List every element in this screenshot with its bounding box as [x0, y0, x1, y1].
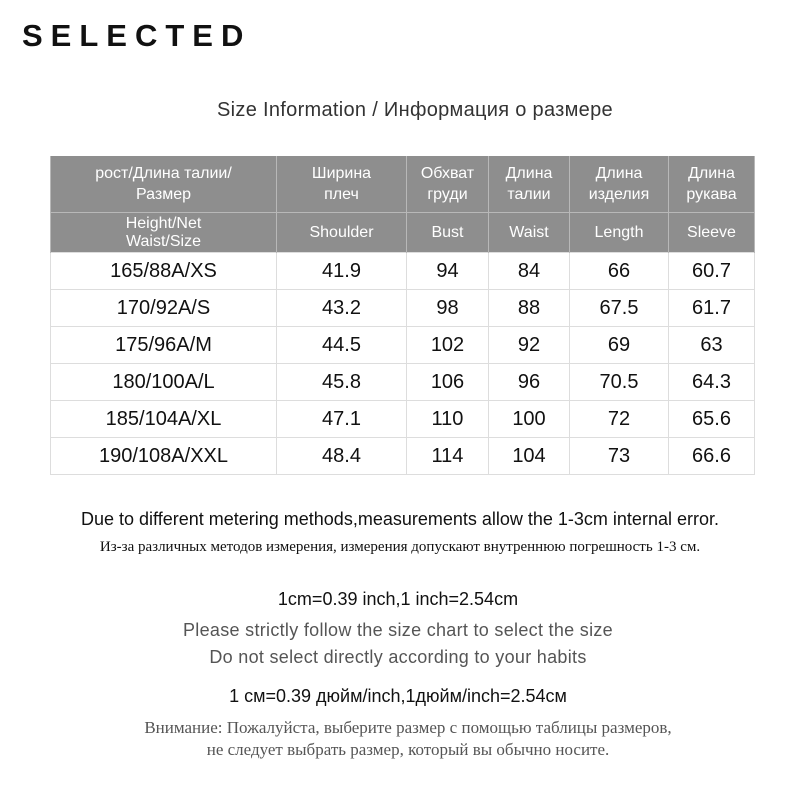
attention-line-2: не следует выбрать размер, который вы обычно носите. — [206, 740, 610, 759]
header-shoulder-ru: Ширина плеч — [277, 156, 407, 213]
size-advice-line-2: Do not select directly according to your habits — [209, 647, 587, 667]
header-size-en: Height/Net Waist/Size — [51, 213, 277, 253]
size-advice — [0, 617, 796, 671]
measurement-cell: 48.4 — [277, 438, 407, 475]
size-cell: 170/92A/S — [51, 290, 277, 327]
measurement-cell: 84 — [489, 253, 570, 290]
measurement-cell: 66 — [570, 253, 669, 290]
header-size-ru: рост/Длина талии/Размер — [51, 156, 277, 213]
attention-note-ru — [0, 717, 800, 761]
measurement-cell: 64.3 — [669, 364, 755, 401]
header-sleeve-ru: Длина рукава — [669, 156, 755, 213]
measurement-cell: 94 — [407, 253, 489, 290]
header-row-en — [51, 213, 755, 253]
measurement-cell: 102 — [407, 327, 489, 364]
measurement-error-note-ru: Из-за различных методов измерения, измерения допускают внутреннюю погрешность 1-3 см. — [99, 539, 701, 555]
header-length-ru: Длина изделия — [570, 156, 669, 213]
measurement-cell: 88 — [489, 290, 570, 327]
measurement-cell: 92 — [489, 327, 570, 364]
size-chart-table — [50, 156, 755, 475]
header-bust-en: Bust — [407, 213, 489, 253]
size-cell: 190/108A/XXL — [51, 438, 277, 475]
measurement-cell: 65.6 — [669, 401, 755, 438]
measurement-cell: 104 — [489, 438, 570, 475]
page-title: Size Information / Информация о размере — [217, 99, 613, 121]
measurement-cell: 72 — [570, 401, 669, 438]
measurement-cell: 41.9 — [277, 253, 407, 290]
size-cell: 185/104A/XL — [51, 401, 277, 438]
measurement-cell: 43.2 — [277, 290, 407, 327]
measurement-cell: 98 — [407, 290, 489, 327]
size-cell: 175/96A/M — [51, 327, 277, 364]
measurement-cell: 45.8 — [277, 364, 407, 401]
unit-conversion-ru: 1 см=0.39 дюйм/inch,1дюйм/inch=2.54см — [229, 686, 567, 706]
measurement-cell: 66.6 — [669, 438, 755, 475]
measurement-cell: 61.7 — [669, 290, 755, 327]
measurement-cell: 67.5 — [570, 290, 669, 327]
table-row — [51, 364, 755, 401]
header-bust-ru: Обхват груди — [407, 156, 489, 213]
measurement-cell: 114 — [407, 438, 489, 475]
measurement-cell: 60.7 — [669, 253, 755, 290]
size-table-body — [51, 253, 755, 475]
table-row — [51, 438, 755, 475]
size-cell: 165/88A/XS — [51, 253, 277, 290]
measurement-cell: 96 — [489, 364, 570, 401]
measurement-cell: 70.5 — [570, 364, 669, 401]
table-row — [51, 401, 755, 438]
measurement-cell: 63 — [669, 327, 755, 364]
measurement-cell: 110 — [407, 401, 489, 438]
size-advice-line-1: Please strictly follow the size chart to select the size — [183, 620, 613, 640]
header-sleeve-en: Sleeve — [669, 213, 755, 253]
table-row — [51, 253, 755, 290]
table-row — [51, 327, 755, 364]
header-row-ru — [51, 156, 755, 213]
measurement-cell: 73 — [570, 438, 669, 475]
table-row — [51, 290, 755, 327]
header-waist-en: Waist — [489, 213, 570, 253]
size-cell: 180/100A/L — [51, 364, 277, 401]
header-length-en: Length — [570, 213, 669, 253]
header-shoulder-en: Shoulder — [277, 213, 407, 253]
brand-logo: SELECTED — [22, 18, 252, 53]
header-waist-ru: Длина талии — [489, 156, 570, 213]
unit-conversion-en: 1cm=0.39 inch,1 inch=2.54cm — [277, 589, 519, 609]
measurement-cell: 47.1 — [277, 401, 407, 438]
measurement-cell: 69 — [570, 327, 669, 364]
measurement-cell: 106 — [407, 364, 489, 401]
measurement-cell: 100 — [489, 401, 570, 438]
measurement-error-note-en: Due to different metering methods,measurements allow the 1-3cm internal error. — [81, 509, 719, 529]
attention-line-1: Внимание: Пожалуйста, выберите размер с помощью таблицы размеров, — [144, 718, 672, 737]
measurement-cell: 44.5 — [277, 327, 407, 364]
